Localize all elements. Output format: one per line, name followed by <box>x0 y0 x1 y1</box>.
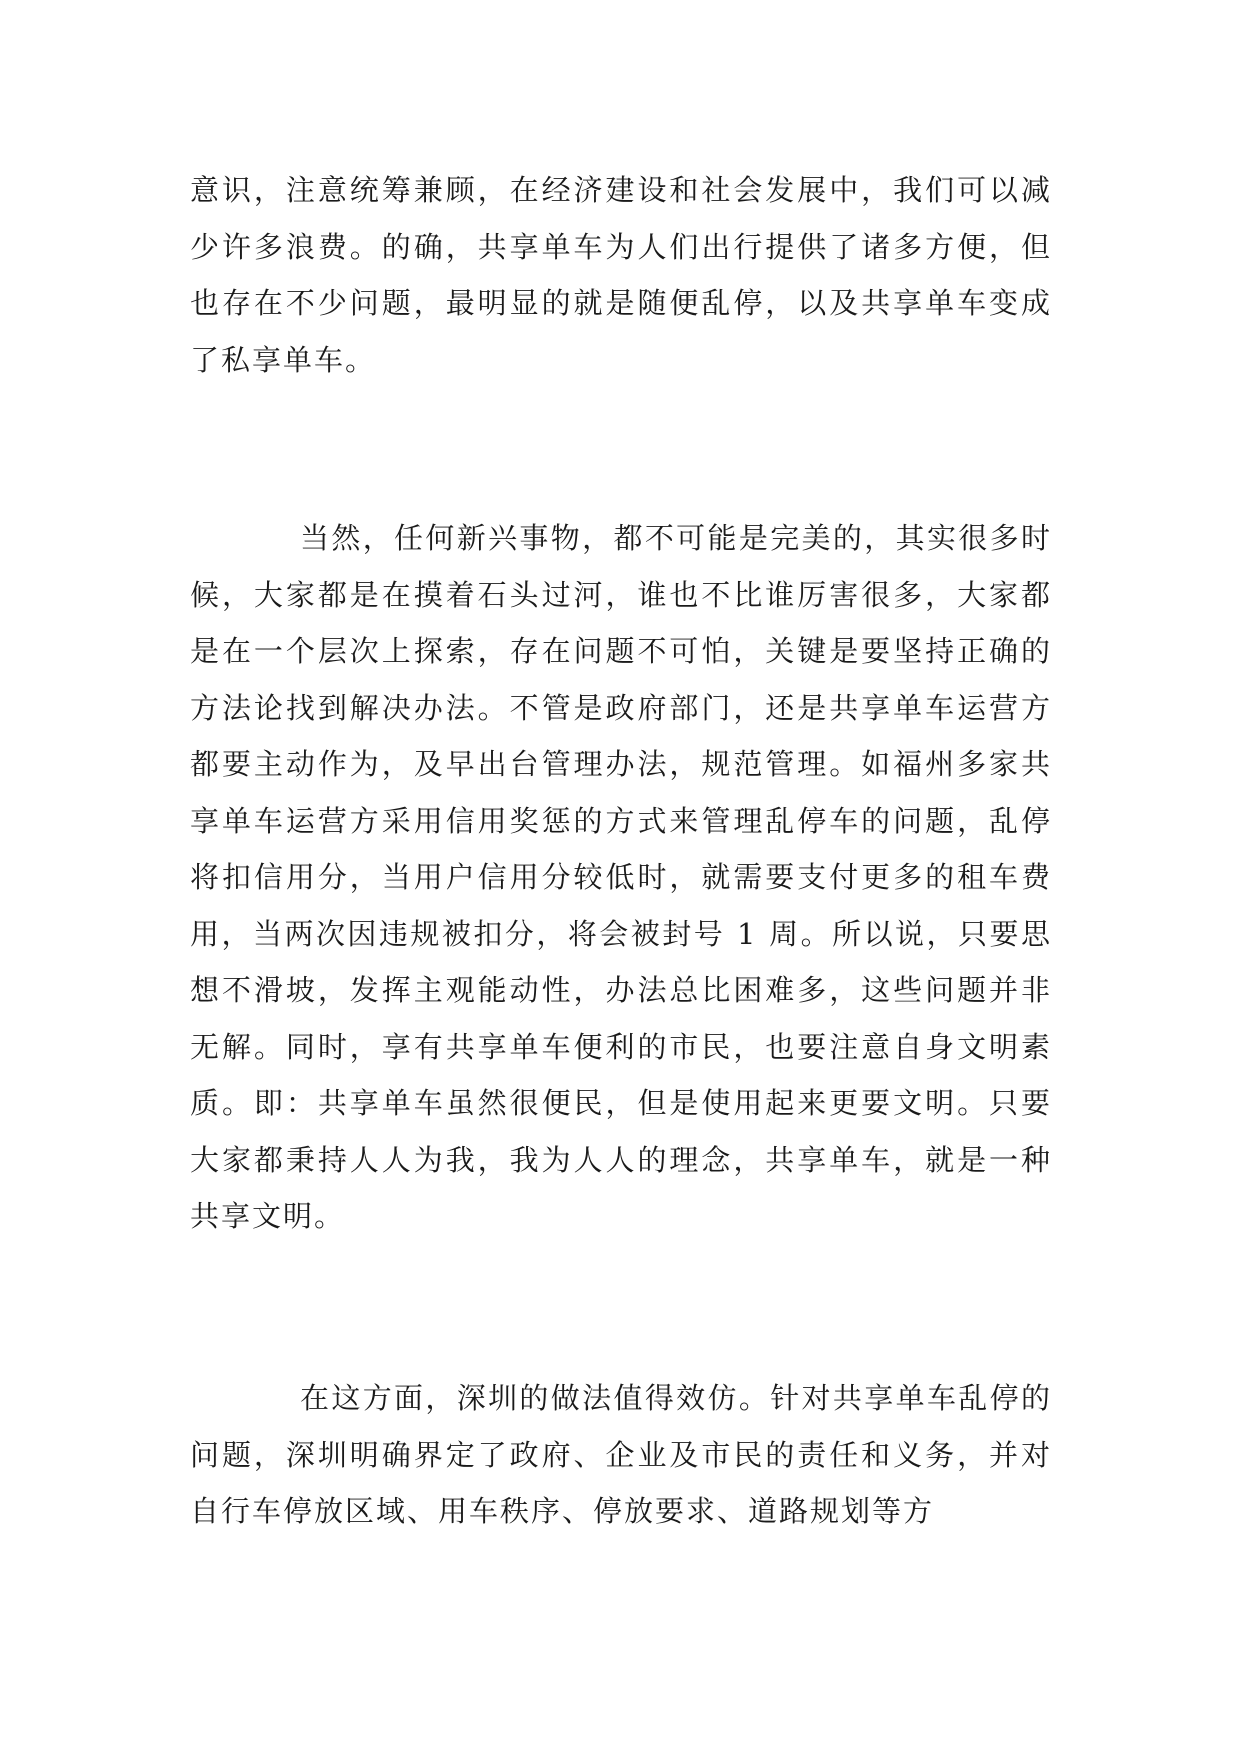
paragraph-new-things: 当然，任何新兴事物，都不可能是完美的，其实很多时候，大家都是在摸着石头过河，谁也不比谁厉害很多，大家都是在一个层次上探索，存在问题不可怕，关键是要坚持正确的方法论找到解决办法。不管是政府部门，还是共享单车运营方都要主动作为，及早出台管理办法，规范管理。如福州多家共享单车运营方采用信用奖惩的方式来管理乱停车的问题，乱停将扣信用分，当用户信用分较低时，就需要支付更多的租车费用，当两次因违规被扣分，将会被封号 1 周。所以说，只要思想不滑坡，发挥主观能动性，办法总比困难多，这些问题并非无解。同时，享有共享单车便利的市民，也要注意自身文明素质。即：共享单车虽然很便民，但是使用起来更要文明。只要大家都秉持人人为我，我为人人的理念，共享单车，就是一种共享文明。 <box>190 521 1052 1233</box>
paragraph-shenzhen: 在这方面，深圳的做法值得效仿。针对共享单车乱停的问题，深圳明确界定了政府、企业及市民的责任和义务，并对自行车停放区域、用车秩序、停放要求、道路规划等方 <box>190 1381 1052 1528</box>
paragraph-continuation: 意识，注意统筹兼顾，在经济建设和社会发展中，我们可以减少许多浪费。的确，共享单车为人们出行提供了诸多方便，但也存在不少问题，最明显的就是随便乱停，以及共享单车变成了私享单车。 <box>190 173 1052 377</box>
